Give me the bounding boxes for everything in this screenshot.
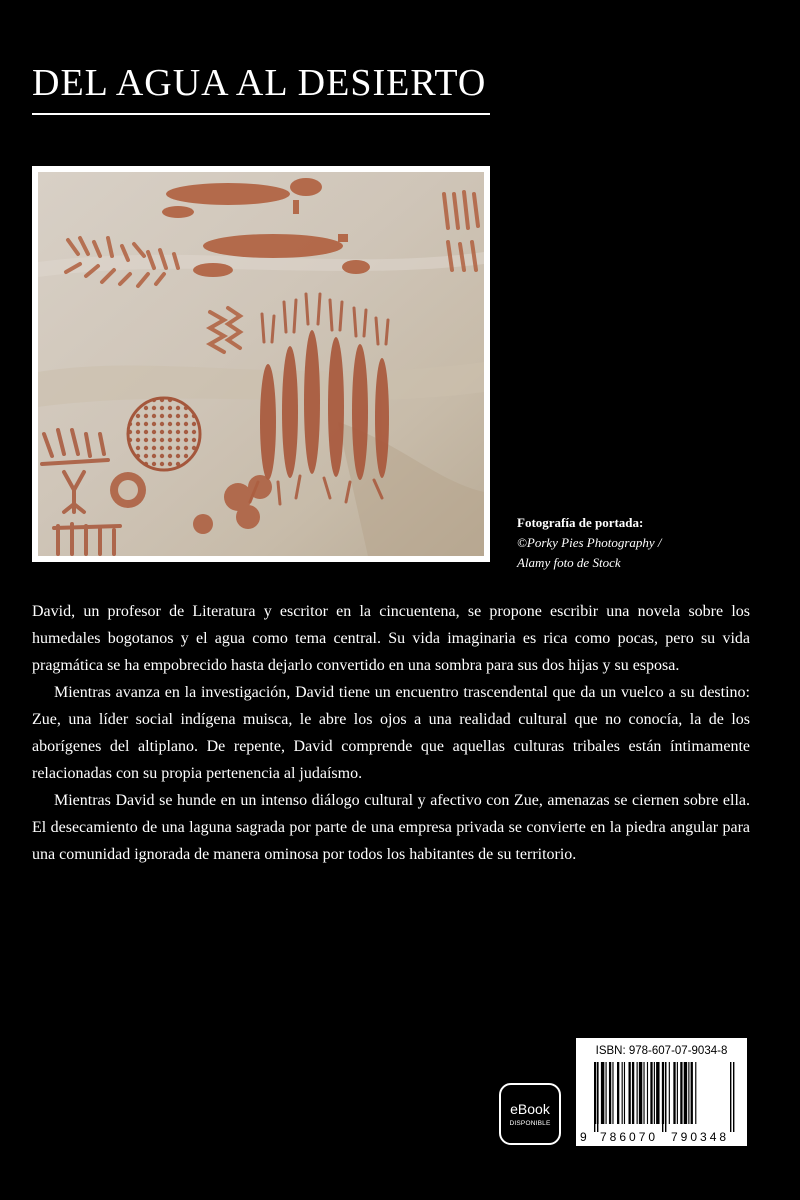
photo-credit <box>517 513 662 573</box>
credit-label: Fotografía de portada: <box>517 515 644 530</box>
barcode-bar <box>688 1062 689 1124</box>
barcode-bar <box>650 1062 652 1124</box>
ebook-sub-label: DISPONIBLE <box>509 1120 551 1127</box>
rock-art-photo <box>38 172 484 556</box>
isbn-label: ISBN: 978-607-07-9034-8 <box>595 1045 728 1057</box>
barcode-bar <box>654 1062 655 1124</box>
barcode-bar <box>656 1062 659 1124</box>
barcode-guard-bar <box>594 1062 595 1132</box>
barcode-bar <box>684 1062 687 1124</box>
ebook-badge <box>499 1083 561 1145</box>
synopsis <box>32 598 750 868</box>
book-title: DEL AGUA AL DESIERTO <box>32 62 487 104</box>
barcode-bar <box>680 1062 682 1124</box>
barcode-bar <box>612 1062 613 1124</box>
barcode-guard-bar <box>665 1062 666 1132</box>
synopsis-paragraph: Mientras avanza en la investigación, David tiene un encuentro trascendental que da un vuelco a su destino: Zue, una líder social indígena muisca, le abre los ojos a una realidad cultural que no conocía, la de los aborígenes del altiplano. De repente, David comprende que aquellas culturas tribales están íntimamente relacionadas con su propia pertenencia al judaísmo. <box>32 684 750 782</box>
title-underline <box>32 113 490 115</box>
barcode-first-digit: 9 <box>580 1130 587 1144</box>
barcode-bar <box>647 1062 648 1124</box>
barcode-bar <box>673 1062 675 1124</box>
barcode-bar <box>601 1062 604 1124</box>
barcode-guard-bar <box>730 1062 731 1132</box>
barcode-bar <box>632 1062 634 1124</box>
barcode-bar <box>622 1062 623 1124</box>
credit-line: Alamy foto de Stock <box>517 555 621 570</box>
barcode-bar <box>669 1062 670 1124</box>
credit-line: ©Porky Pies Photography / <box>517 535 662 550</box>
barcode-guard-bar <box>733 1062 734 1132</box>
synopsis-paragraph: David, un profesor de Literatura y escritor en la cincuentena, se propone escribir una novela sobre los humedales bogotanos y el agua como tema central. Su vida imaginaria es rica como pocas, pero su vida pragmática se ha empobrecido hasta dejarlo convertido en una sombra para sus dos hijas y su esposa. <box>32 603 750 674</box>
barcode-guard-bar <box>597 1062 598 1132</box>
barcode-bar <box>609 1062 611 1124</box>
barcode-bars <box>576 1060 747 1132</box>
barcode-bar <box>643 1062 644 1124</box>
barcode-bar <box>695 1062 696 1124</box>
barcode-bar <box>637 1062 638 1124</box>
barcode-bar <box>624 1062 625 1124</box>
barcode-bar <box>691 1062 693 1124</box>
barcode-bar <box>629 1062 631 1124</box>
barcode-bar <box>617 1062 619 1124</box>
ebook-label: eBook <box>510 1101 550 1117</box>
synopsis-paragraph: Mientras David se hunde en un intenso diálogo cultural y afectivo con Zue, amenazas se ciernen sobre ella. El desecamiento de una laguna sagrada por parte de una empresa privada se convierte en la piedra angular para una comunidad ignorada de manera ominosa por todos los habitantes de su territorio. <box>32 792 750 863</box>
barcode-guard-bar <box>662 1062 663 1132</box>
barcode <box>576 1038 747 1146</box>
cover-photo-frame <box>32 166 490 562</box>
barcode-right-digits: 790348 <box>671 1130 730 1144</box>
barcode-left-digits: 786070 <box>600 1130 659 1144</box>
barcode-bar <box>677 1062 678 1124</box>
barcode-bar <box>606 1062 607 1124</box>
barcode-bar <box>639 1062 642 1124</box>
